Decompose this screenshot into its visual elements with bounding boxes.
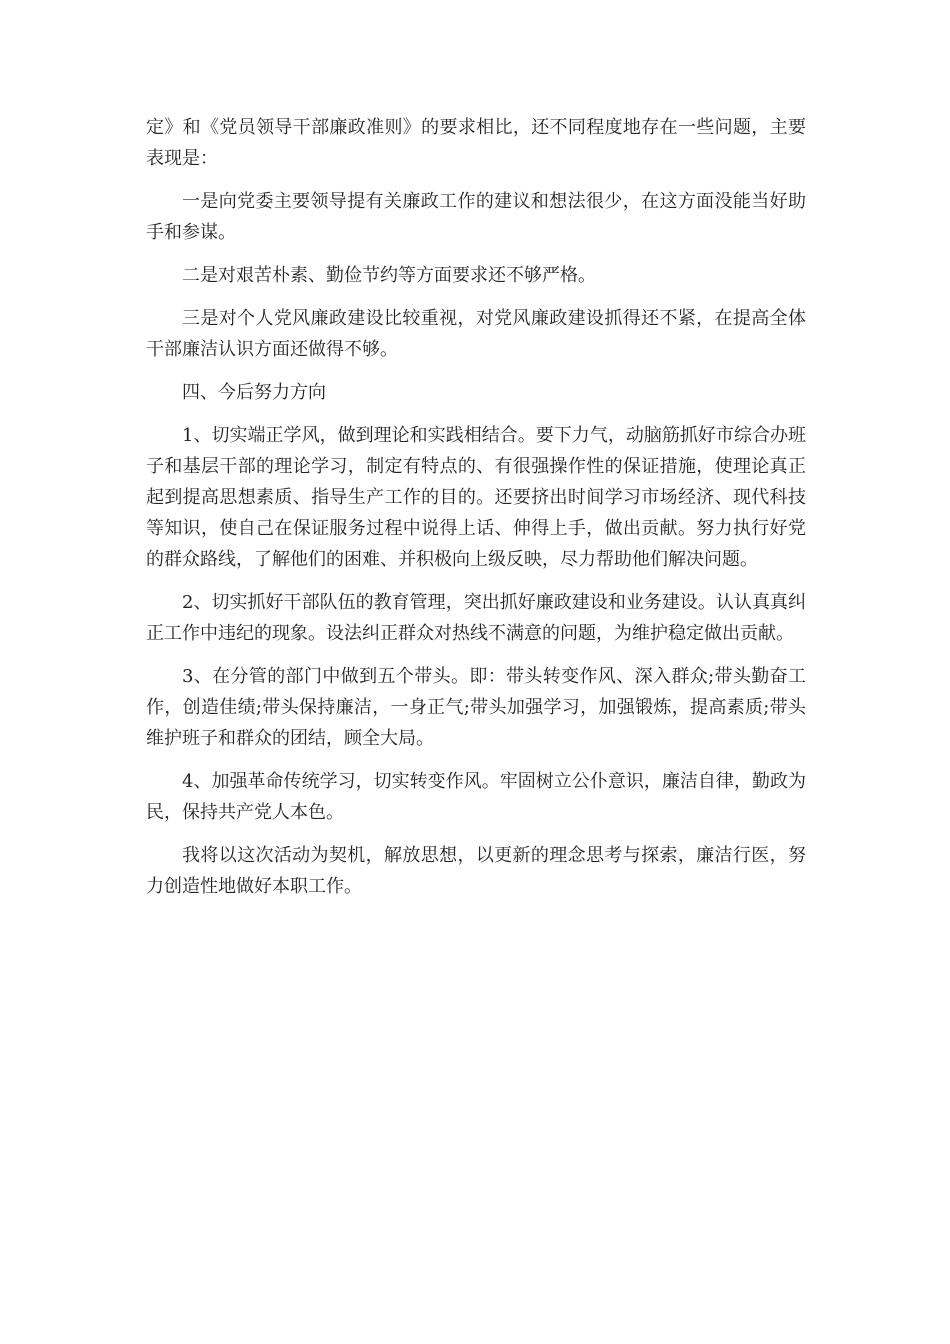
paragraph-item-1: 1、切实端正学风，做到理论和实践相结合。要下力气，动脑筋抓好市综合办班子和基层干部的理论学习，制定有特点的、有很强操作性的保证措施，使理论真正起到提高思想素质、指导生产工作的目的。还要挤出时间学习市场经济、现代科技等知识，使自己在保证服务过程中说得上话、伸得上手，做出贡献。努力执行好党的群众路线，了解他们的困难、并积极向上级反映，尽力帮助他们解决问题。 [146, 425, 806, 570]
document-body [146, 112, 806, 914]
paragraph-item-4: 4、加强革命传统学习，切实转变作风。牢固树立公仆意识，廉洁自律，勤政为民，保持共产党人本色。 [146, 771, 806, 823]
paragraph-problem-2: 二是对艰苦朴素、勤俭节约等方面要求还不够严格。 [182, 265, 596, 286]
paragraph-problem-3: 三是对个人党风廉政建设比较重视，对党风廉政建设抓得还不紧，在提高全体干部廉洁认识方面还做得不够。 [146, 308, 806, 360]
paragraph-continuation: 定》和《党员领导干部廉政准则》的要求相比，还不同程度地存在一些问题，主要表现是： [146, 117, 806, 169]
paragraph-conclusion: 我将以这次活动为契机，解放思想，以更新的理念思考与探索，廉洁行医，努力创造性地做好本职工作。 [146, 845, 806, 897]
section-heading-future-direction: 四、今后努力方向 [182, 382, 326, 403]
paragraph-item-2: 2、切实抓好干部队伍的教育管理，突出抓好廉政建设和业务建设。认认真真纠正工作中违纪的现象。设法纠正群众对热线不满意的问题，为维护稳定做出贡献。 [146, 592, 806, 644]
paragraph-problem-1: 一是向党委主要领导提有关廉政工作的建议和想法很少，在这方面没能当好助手和参谋。 [146, 191, 806, 243]
paragraph-item-3: 3、在分管的部门中做到五个带头。即：带头转变作风、深入群众;带头勤奋工作，创造佳绩;带头保持廉洁，一身正气;带头加强学习，加强锻炼，提高素质;带头维护班子和群众的团结，顾全大局。 [146, 666, 806, 749]
